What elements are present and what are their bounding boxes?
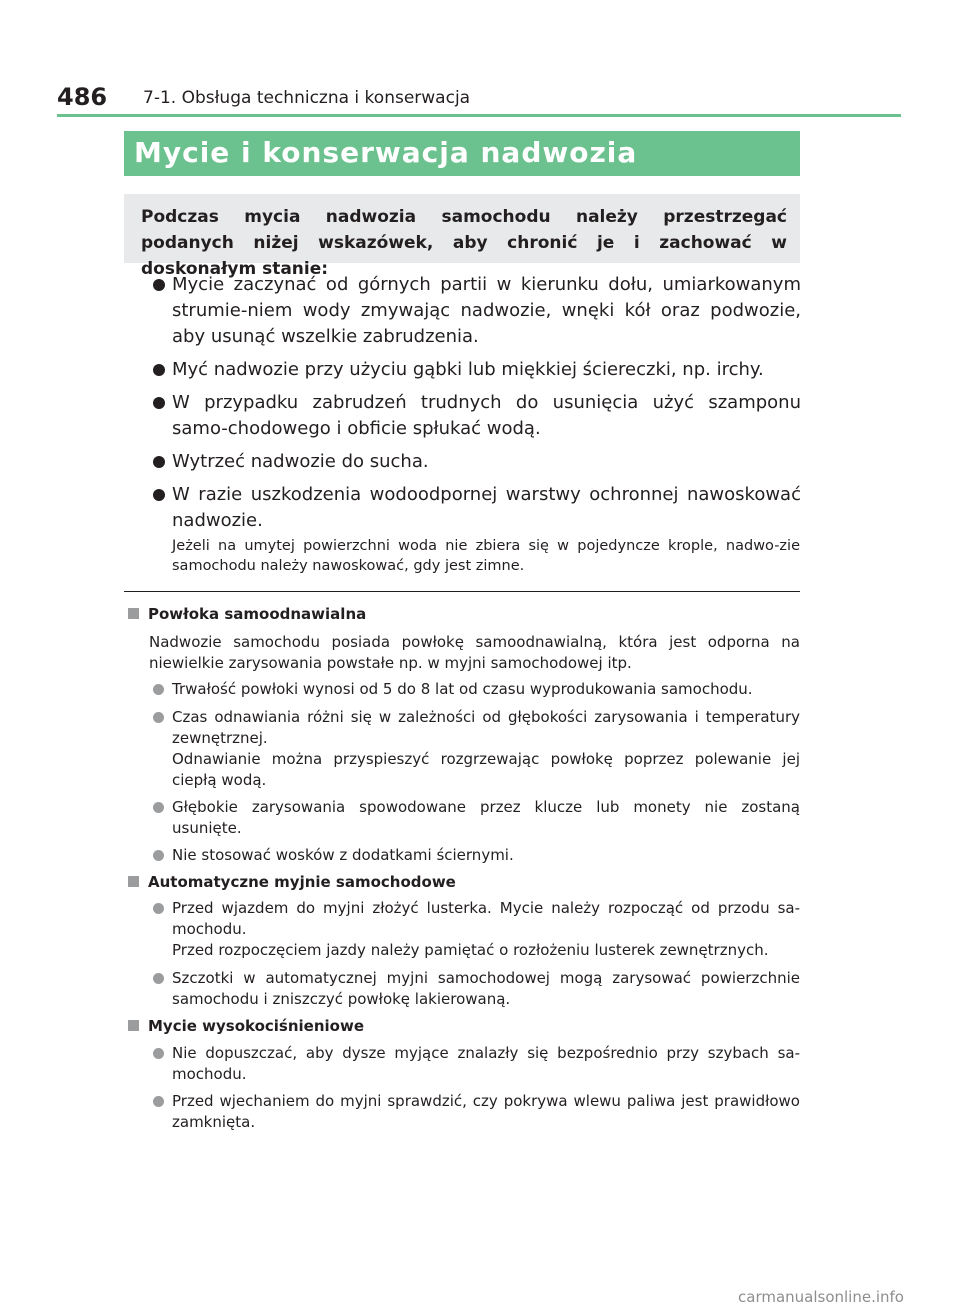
list-item — [153, 898, 800, 961]
list-item — [153, 968, 800, 1010]
list-item — [153, 845, 800, 866]
bullet-icon — [153, 1048, 164, 1059]
list-item-text: W przypadku zabrudzeń trudnych do usunięcia użyć szamponu samo-chodowego i obficie spłukać wodą. — [172, 392, 801, 439]
page-header — [57, 84, 901, 117]
list-item — [153, 272, 801, 350]
list-item-text: Myć nadwozie przy użyciu gąbki lub miękkiej ściereczki, np. irchy. — [172, 359, 764, 380]
list-item — [153, 357, 801, 383]
list-item — [153, 390, 801, 442]
subsection-body: Nadwozie samochodu posiada powłokę samoodnawialną, która jest odporna na niewielkie zarysowania powstałe np. w myjni samochodowej itp. — [149, 633, 800, 672]
list-item-text: Odnawianie można przyspieszyć rozgrzewając powłokę poprzez polewanie jej ciepłą wodą. — [172, 750, 800, 789]
bullet-icon — [153, 489, 165, 501]
list-item — [153, 1091, 800, 1133]
list-item-text: Czas odnawiania różni się w zależności od głębokości zarysowania i temperatury zewnętrznej. — [172, 708, 800, 747]
list-item — [153, 797, 800, 839]
intro-text: Podczas mycia nadwozia samochodu należy przestrzegać podanych niżej wskazówek, aby chronić je i zachować w doskonałym stanie: — [141, 207, 787, 279]
square-bullet-icon — [128, 876, 139, 887]
bullet-icon — [153, 850, 164, 861]
list-item — [153, 679, 800, 700]
list-item-text: Nie dopuszczać, aby dysze myjące znalazły się bezpośrednio przy szybach sa-mochodu. — [172, 1044, 800, 1083]
list-item-text: Wytrzeć nadwozie do sucha. — [172, 451, 429, 472]
main-instruction-list — [153, 272, 801, 541]
divider — [124, 591, 800, 592]
list-item — [153, 707, 800, 791]
section-title: Mycie i konserwacja nadwozia — [134, 136, 638, 169]
bullet-icon — [153, 684, 164, 695]
bullet-icon — [153, 397, 165, 409]
bullet-icon — [153, 364, 165, 376]
list-item — [153, 482, 801, 534]
bullet-icon — [153, 903, 164, 914]
bullet-icon — [153, 802, 164, 813]
list-item-text: W razie uszkodzenia wodoodpornej warstwy ochronnej nawoskować nadwozie. — [172, 484, 801, 531]
square-bullet-icon — [128, 608, 139, 619]
subsection-heading-text: Automatyczne myjnie samochodowe — [148, 873, 456, 891]
list-item-text: Szczotki w automatycznej myjni samochodowej mogą zarysować powierzchnie samochodu i zniszczyć powłokę lakierowaną. — [172, 969, 800, 1008]
list-item — [153, 1043, 800, 1085]
page-number: 486 — [57, 83, 108, 111]
list-item-text: Trwałość powłoki wynosi od 5 do 8 lat od czasu wyprodukowania samochodu. — [172, 680, 753, 698]
subsection-heading — [128, 604, 366, 624]
bullet-icon — [153, 456, 165, 468]
chapter-title: 7-1. Obsługa techniczna i konserwacja — [143, 88, 471, 108]
section-title-bar — [124, 131, 800, 176]
watermark: carmanualsonline.info — [738, 1288, 904, 1306]
list-item-text: Mycie zaczynać od górnych partii w kierunku dołu, umiarkowanym strumie-niem wody zmywając nadwozie, wnęki kół oraz podwozie, aby usunąć wszelkie zabrudzenia. — [172, 274, 801, 347]
square-bullet-icon — [128, 1020, 139, 1031]
subsection-heading — [128, 872, 456, 892]
bullet-icon — [153, 712, 164, 723]
wax-note: Jeżeli na umytej powierzchni woda nie zbiera się w pojedyncze krople, nadwo-zie samochodu należy nawoskować, gdy jest zimne. — [172, 538, 800, 574]
bullet-icon — [153, 279, 165, 291]
list-item — [153, 449, 801, 475]
subsection-heading-text: Mycie wysokociśnieniowe — [148, 1017, 364, 1035]
subsection-heading-text: Powłoka samoodnawialna — [148, 605, 367, 623]
bullet-icon — [153, 973, 164, 984]
list-item-text: Nie stosować wosków z dodatkami ściernymi. — [172, 846, 514, 864]
bullet-icon — [153, 1096, 164, 1107]
intro-box — [124, 194, 800, 279]
list-item-text: Przed wjazdem do myjni złożyć lusterka. Mycie należy rozpocząć od przodu sa-mochodu. — [172, 899, 800, 938]
list-item-text: Głębokie zarysowania spowodowane przez klucze lub monety nie zostaną usunięte. — [172, 798, 800, 837]
list-item-text: Przed rozpoczęciem jazdy należy pamiętać o rozłożeniu lusterek zewnętrznych. — [172, 941, 769, 959]
subsection-heading — [128, 1016, 364, 1036]
list-item-text: Przed wjechaniem do myjni sprawdzić, czy pokrywa wlewu paliwa jest prawidłowo zamknięta. — [172, 1092, 800, 1131]
